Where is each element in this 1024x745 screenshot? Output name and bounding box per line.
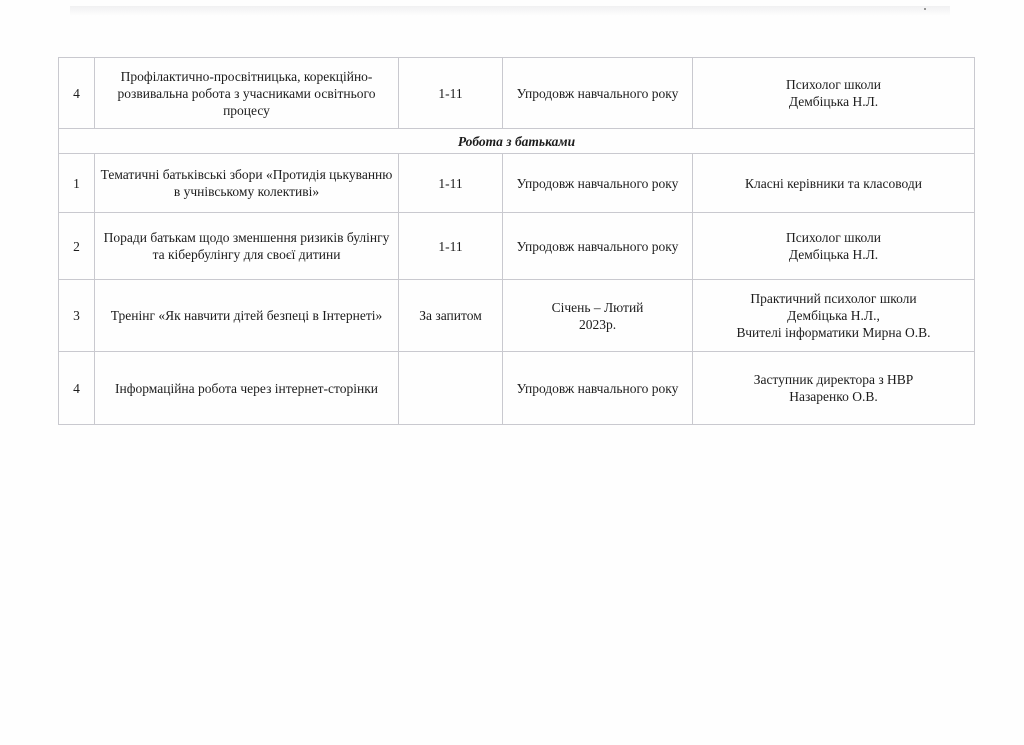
activity-name: Тренінг «Як навчити дітей безпеці в Інтернеті» xyxy=(95,280,399,352)
activity-term xyxy=(503,280,693,352)
responsible-line: Дембіцька Н.Л. xyxy=(788,247,879,262)
responsible-line: Дембіцька Н.Л. xyxy=(788,94,879,109)
activity-name: Тематичні батьківські збори «Протидія цькуванню в учнівському колективі» xyxy=(95,154,399,213)
row-number: 1 xyxy=(59,154,95,213)
activity-name: Поради батькам щодо зменшення ризиків булінгу та кібербулінгу для своєї дитини xyxy=(95,213,399,280)
responsible-line: Психолог школи xyxy=(786,230,881,245)
responsible-line: Практичний психолог школи xyxy=(750,291,917,306)
activity-plan-table xyxy=(58,57,975,425)
responsible-cell xyxy=(693,280,975,352)
table-row xyxy=(59,280,975,352)
responsible-line: Назаренко О.В. xyxy=(789,389,878,404)
class-range: 1-11 xyxy=(399,58,503,129)
table-row xyxy=(59,154,975,213)
class-range: За запитом xyxy=(399,280,503,352)
class-range: 1-11 xyxy=(399,154,503,213)
activity-term: Упродовж навчального року xyxy=(503,58,693,129)
scan-speck xyxy=(924,8,926,10)
activity-term: Упродовж навчального року xyxy=(503,213,693,280)
section-title: Робота з батьками xyxy=(59,129,975,154)
responsible-line: Заступник директора з НВР xyxy=(753,372,914,387)
activity-name: Інформаційна робота через інтернет-сторінки xyxy=(95,352,399,425)
term-line: Січень – Лютий xyxy=(551,299,644,315)
responsible-cell xyxy=(693,58,975,129)
activity-term: Упродовж навчального року xyxy=(503,154,693,213)
row-number: 4 xyxy=(59,58,95,129)
row-number: 2 xyxy=(59,213,95,280)
responsible-line: Вчителі інформатики Мирна О.В. xyxy=(736,325,931,340)
responsible-cell xyxy=(693,352,975,425)
activity-term: Упродовж навчального року xyxy=(503,352,693,425)
responsible-cell xyxy=(693,154,975,213)
table-row xyxy=(59,58,975,129)
table-row xyxy=(59,352,975,425)
responsible-cell xyxy=(693,213,975,280)
table-row xyxy=(59,213,975,280)
scan-artifact xyxy=(70,6,950,16)
responsible-line: Дембіцька Н.Л., xyxy=(787,308,880,323)
responsible-line: Класні керівники та класоводи xyxy=(745,175,922,191)
row-number: 4 xyxy=(59,352,95,425)
class-range xyxy=(399,352,503,425)
row-number: 3 xyxy=(59,280,95,352)
class-range: 1-11 xyxy=(399,213,503,280)
responsible-line: Психолог школи xyxy=(786,77,881,92)
section-header-row xyxy=(59,129,975,154)
activity-name: Профілактично-просвітницька, корекційно-розвивальна робота з учасниками освітнього процесу xyxy=(95,58,399,129)
term-line: 2023р. xyxy=(578,316,617,332)
